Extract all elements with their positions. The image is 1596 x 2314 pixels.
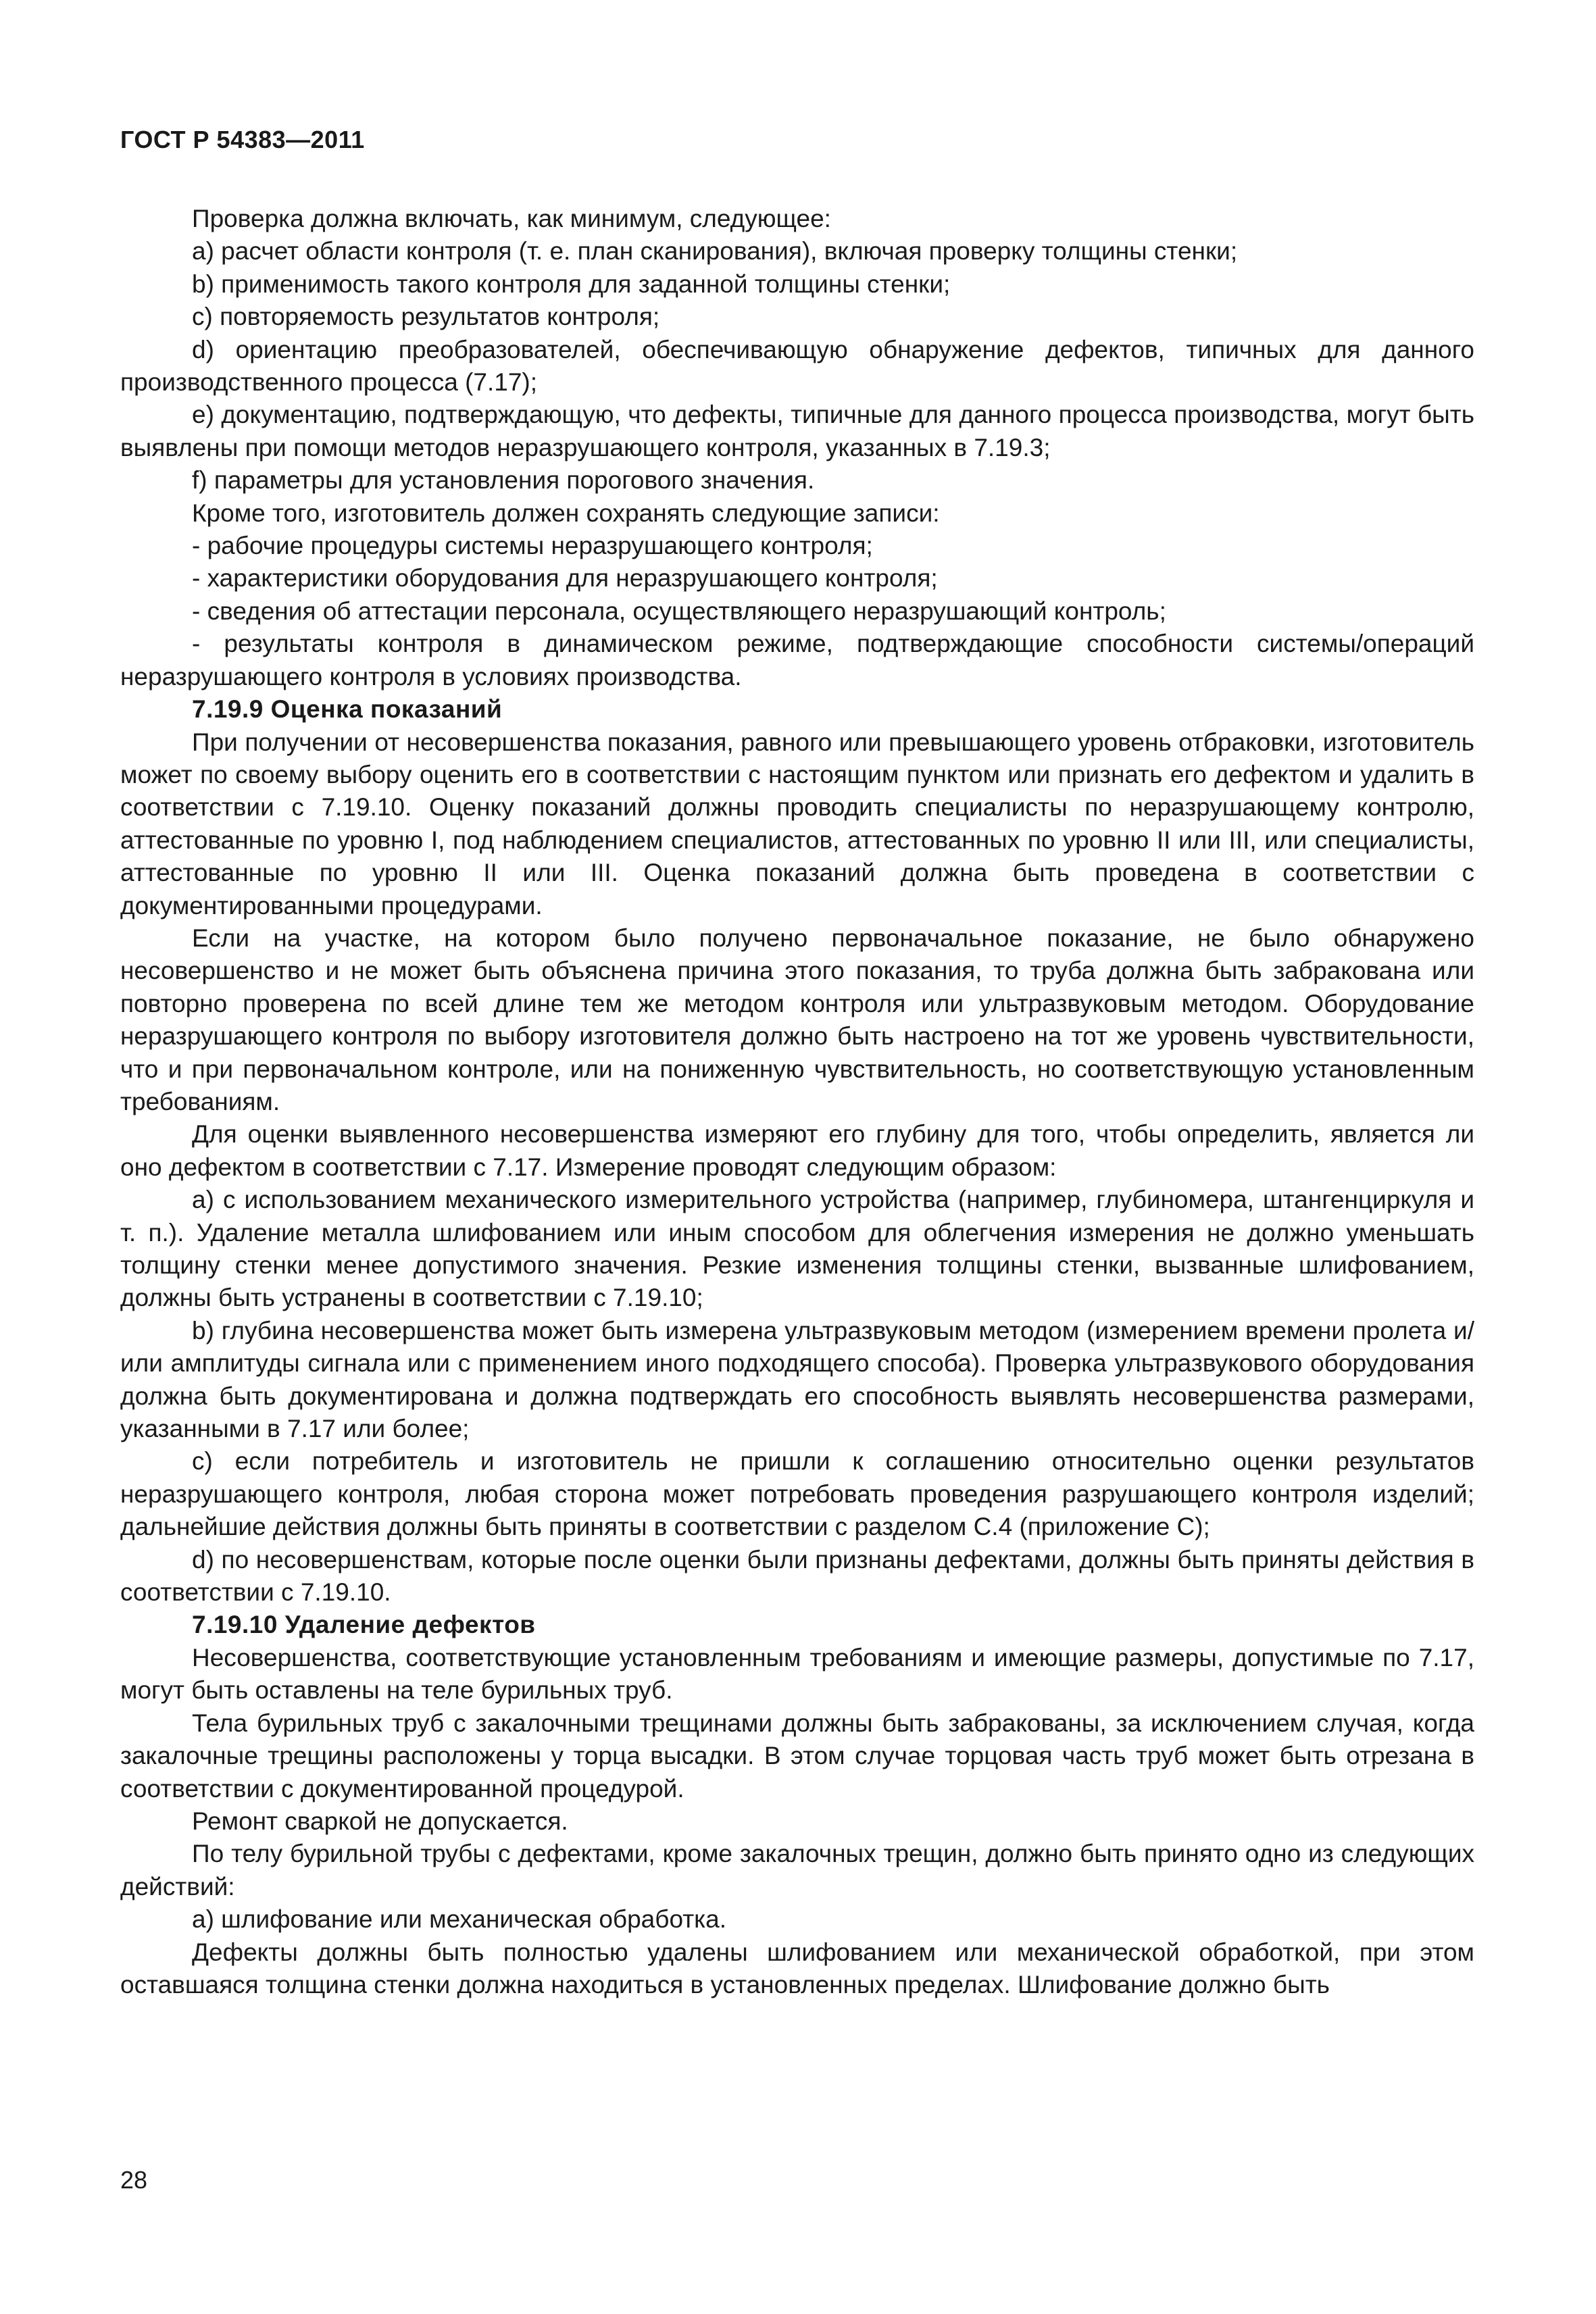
list-item: с) если потребитель и изготовитель не пришли к соглашению относительно оценки результатов неразрушающего контроля, любая сторона может потребовать проведения разрушающего контроля изделий; дальнейшие действия должны быть приняты в соответствии с разделом С.4 (приложение С); — [120, 1447, 1474, 1541]
list-item: b) глубина несовершенства может быть измерена ультразвуковым методом (измерением времени пролета и/или амплитуды сигнала или с применением иного подходящего способа). Проверка ультразвукового оборудования должна быть документирована и должна подтверждать его способность выявлять несовершенства размерами, указанными в 7.17 или более; — [120, 1316, 1474, 1443]
paragraph: Если на участке, на котором было получено первоначальное показание, не было обнаружено несовершенство и не может быть объяснена причина этого показания, то труба должна быть забракована или повторно проверена по всей длине тем же методом контроля или ультразвуковым методом. Оборудование неразрушающего контроля по выбору изготовителя должно быть настроено на тот же уровень чувствительности, что и при первоначальном контроле, или на пониженную чувствительность, но соответствующую установленным требованиям. — [120, 924, 1474, 1115]
paragraph: Проверка должна включать, как минимум, следующее: — [192, 205, 831, 232]
paragraph: Тела бурильных труб с закалочными трещинами должны быть забракованы, за исключением случая, когда закалочные трещины расположены у торца высадки. В этом случае торцовая часть труб может быть отрезана в соответствии с документированной процедурой. — [120, 1709, 1474, 1803]
list-item: е) документацию, подтверждающую, что дефекты, типичные для данного процесса производства, могут быть выявлены при помощи методов неразрушающего контроля, указанных в 7.19.3; — [120, 401, 1474, 461]
section-heading: 7.19.10 Удаление дефектов — [192, 1611, 536, 1639]
list-item: - рабочие процедуры системы неразрушающего контроля; — [192, 532, 873, 560]
list-item: а) с использованием механического измерительного устройства (например, глубиномера, штангенциркуля и т. п.). Удаление металла шлифованием или иным способом для облегчения измерения не должно уменьшать толщину стенки менее допустимого значения. Резкие изменения толщины стенки, вызванные шлифованием, должны быть устранены в соответствии с 7.19.10; — [120, 1186, 1474, 1312]
list-item: f) параметры для установления порогового значения. — [192, 466, 815, 495]
list-item: - характеристики оборудования для неразрушающего контроля; — [192, 564, 938, 593]
paragraph: При получении от несовершенства показания, равного или превышающего уровень отбраковки, изготовитель может по своему выбору оценить его в соответствии с настоящим пунктом или признать его дефектом и удалить в соответствии с 7.19.10. Оценку показаний должны проводить специалисты по неразрушающему контролю, аттестованные по уровню I, под наблюдением специалистов, аттестованных по уровню II или III, или специалисты, аттестованные по уровню II или III. Оценка показаний должна быть проведена в соответствии с документированными процедурами. — [120, 728, 1474, 920]
list-item: а) расчет области контроля (т. е. план сканирования), включая проверку толщины стенки; — [192, 237, 1238, 266]
paragraph: Несовершенства, соответствующие установленным требованиям и имеющие размеры, допустимые по 7.17, могут быть оставлены на теле бурильных труб. — [120, 1643, 1474, 1705]
paragraph: Дефекты должны быть полностью удалены шлифованием или механической обработкой, при этом оставшаяся толщина стенки должна находиться в установленных пределах. Шлифование должно быть — [120, 1938, 1474, 1998]
document-header: ГОСТ Р 54383—2011 — [120, 126, 365, 153]
paragraph: Кроме того, изготовитель должен сохранять следующие записи: — [192, 499, 940, 527]
list-item: d) ориентацию преобразователей, обеспечивающую обнаружение дефектов, типичных для данного производственного процесса (7.17); — [120, 335, 1474, 397]
list-item: - сведения об аттестации персонала, осуществляющего неразрушающий контроль; — [192, 597, 1166, 625]
list-item: - результаты контроля в динамическом режиме, подтверждающие способности системы/операций неразрушающего контроля в условиях производства. — [120, 630, 1474, 690]
document-body — [120, 203, 1474, 2001]
list-item: d) по несовершенствам, которые после оценки были признаны дефектами, должны быть приняты действия в соответствии с 7.19.10. — [120, 1545, 1474, 1607]
paragraph: Для оценки выявленного несовершенства измеряют его глубину для того, чтобы определить, является ли оно дефектом в соответствии с 7.17. Измерение проводят следующим образом: — [120, 1120, 1474, 1181]
section-heading: 7.19.9 Оценка показаний — [192, 695, 503, 724]
paragraph: По телу бурильной трубы с дефектами, кроме закалочных трещин, должно быть принято одно из следующих действий: — [120, 1840, 1474, 1901]
list-item: b) применимость такого контроля для заданной толщины стенки; — [192, 270, 951, 298]
list-item: с) повторяемость результатов контроля; — [192, 303, 660, 331]
paragraph: Ремонт сваркой не допускается. — [192, 1807, 568, 1835]
page-number: 28 — [120, 2166, 148, 2194]
list-item: а) шлифование или механическая обработка. — [192, 1905, 727, 1934]
